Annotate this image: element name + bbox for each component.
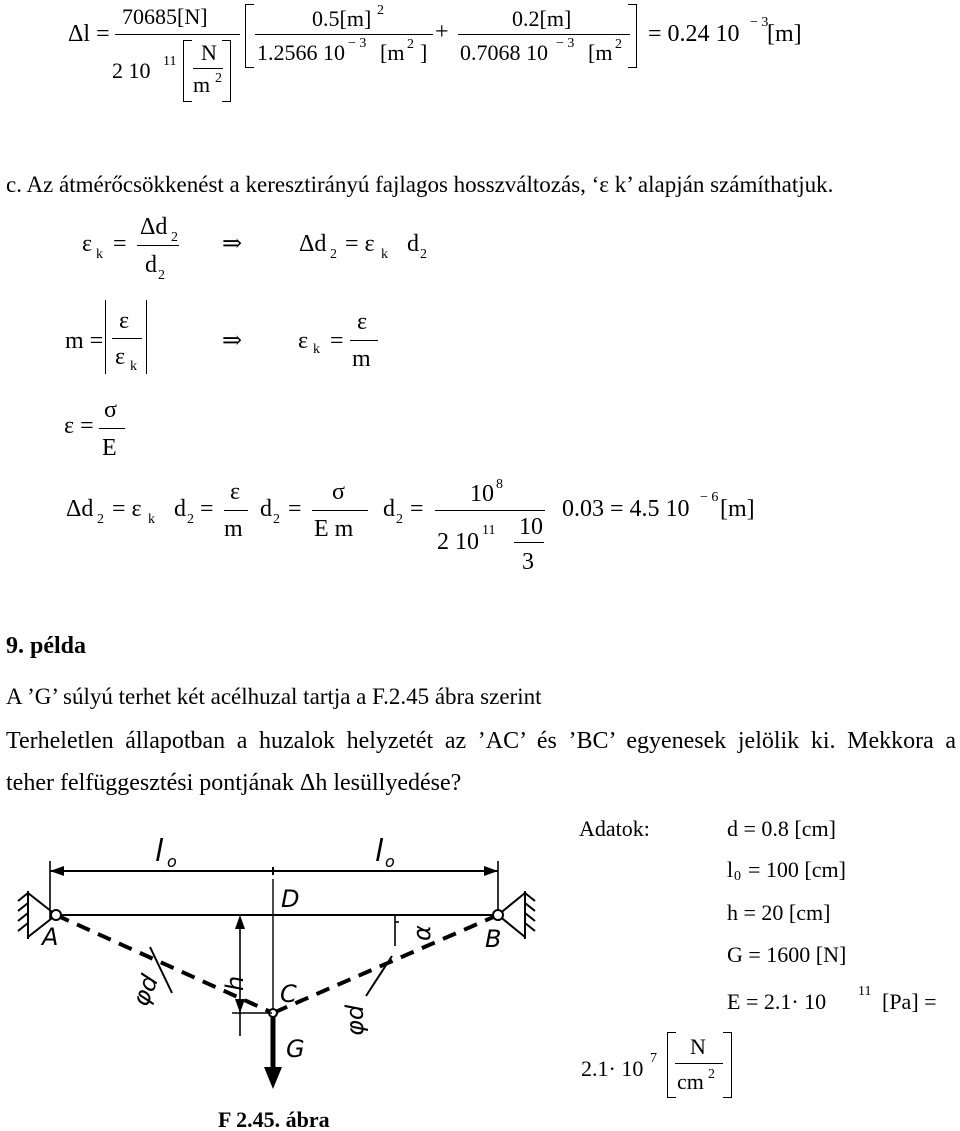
label-g: G (286, 1035, 305, 1063)
svg-text:o: o (385, 852, 395, 871)
pin-b (493, 910, 503, 920)
label-d: D (281, 885, 300, 913)
data-d: d = 0.8 [cm] (727, 816, 836, 841)
svg-text:o: o (167, 852, 177, 871)
force-value: 70685[N] (122, 4, 208, 29)
wire-bc (273, 915, 498, 1013)
example-line-2: Terheletlen állapotban a huzalok helyzetét az ’AC’ és ’BC’ egyenesek jelölik ki. Mekkora a (6, 728, 956, 754)
term2-den: 0.7068 10 (460, 40, 548, 65)
label-a: A (42, 923, 59, 951)
term1-num: 0.5[m] (312, 6, 372, 31)
section-c-text: c. Az átmérőcsökkenést a keresztirányú fajlagos hosszváltozás, ‘ε k’ alapján számíthatjuk. (6, 172, 834, 197)
data-e: E = 2.1· 10 (727, 989, 827, 1014)
implies-1: ⇒ (222, 231, 243, 257)
label-h: h (221, 975, 249, 991)
label-alpha: α (408, 925, 436, 941)
dim-arrow-right (484, 866, 498, 876)
figure-f245 (0, 831, 560, 1131)
term2-num: 0.2[m] (512, 6, 572, 31)
dim-arrow-left (50, 866, 64, 876)
example-line-1: A ’G’ súlyú terhet két acélhuzal tartja a F.2.45 ábra szerint (6, 684, 542, 709)
plus: + (435, 19, 449, 45)
load-arrow (264, 1067, 282, 1089)
example-title: 9. példa (6, 633, 87, 659)
label-phi-d-left: φd (126, 970, 165, 1011)
data-e-cont: 2.1· 10 (581, 1056, 644, 1081)
implies-2: ⇒ (222, 328, 243, 354)
modulus-base: 2 10 (112, 58, 151, 83)
data-g: G = 1600 [N] (727, 942, 847, 967)
label-l0-left: l (155, 834, 164, 869)
unit-n: N (201, 40, 217, 65)
data-label: Adatok: (579, 816, 650, 841)
delta-l: Δl = (68, 21, 110, 47)
data-h: h = 20 [cm] (727, 900, 831, 925)
result: = 0.24 10 (648, 21, 740, 47)
figure-caption: F 2.45. ábra (218, 1107, 330, 1131)
label-l0-right: l (375, 834, 384, 869)
term1-den: 1.2566 10 (257, 40, 345, 65)
pin-a (51, 910, 61, 920)
label-b: B (485, 925, 502, 953)
data-l0: l (727, 857, 734, 882)
unit-m2: m (193, 72, 211, 97)
example-line-3: teher felfüggesztési pontjának Δh lesüllyedése? (6, 770, 462, 796)
label-c: C (280, 980, 297, 1008)
label-phi-d-right: φd (341, 1004, 369, 1036)
